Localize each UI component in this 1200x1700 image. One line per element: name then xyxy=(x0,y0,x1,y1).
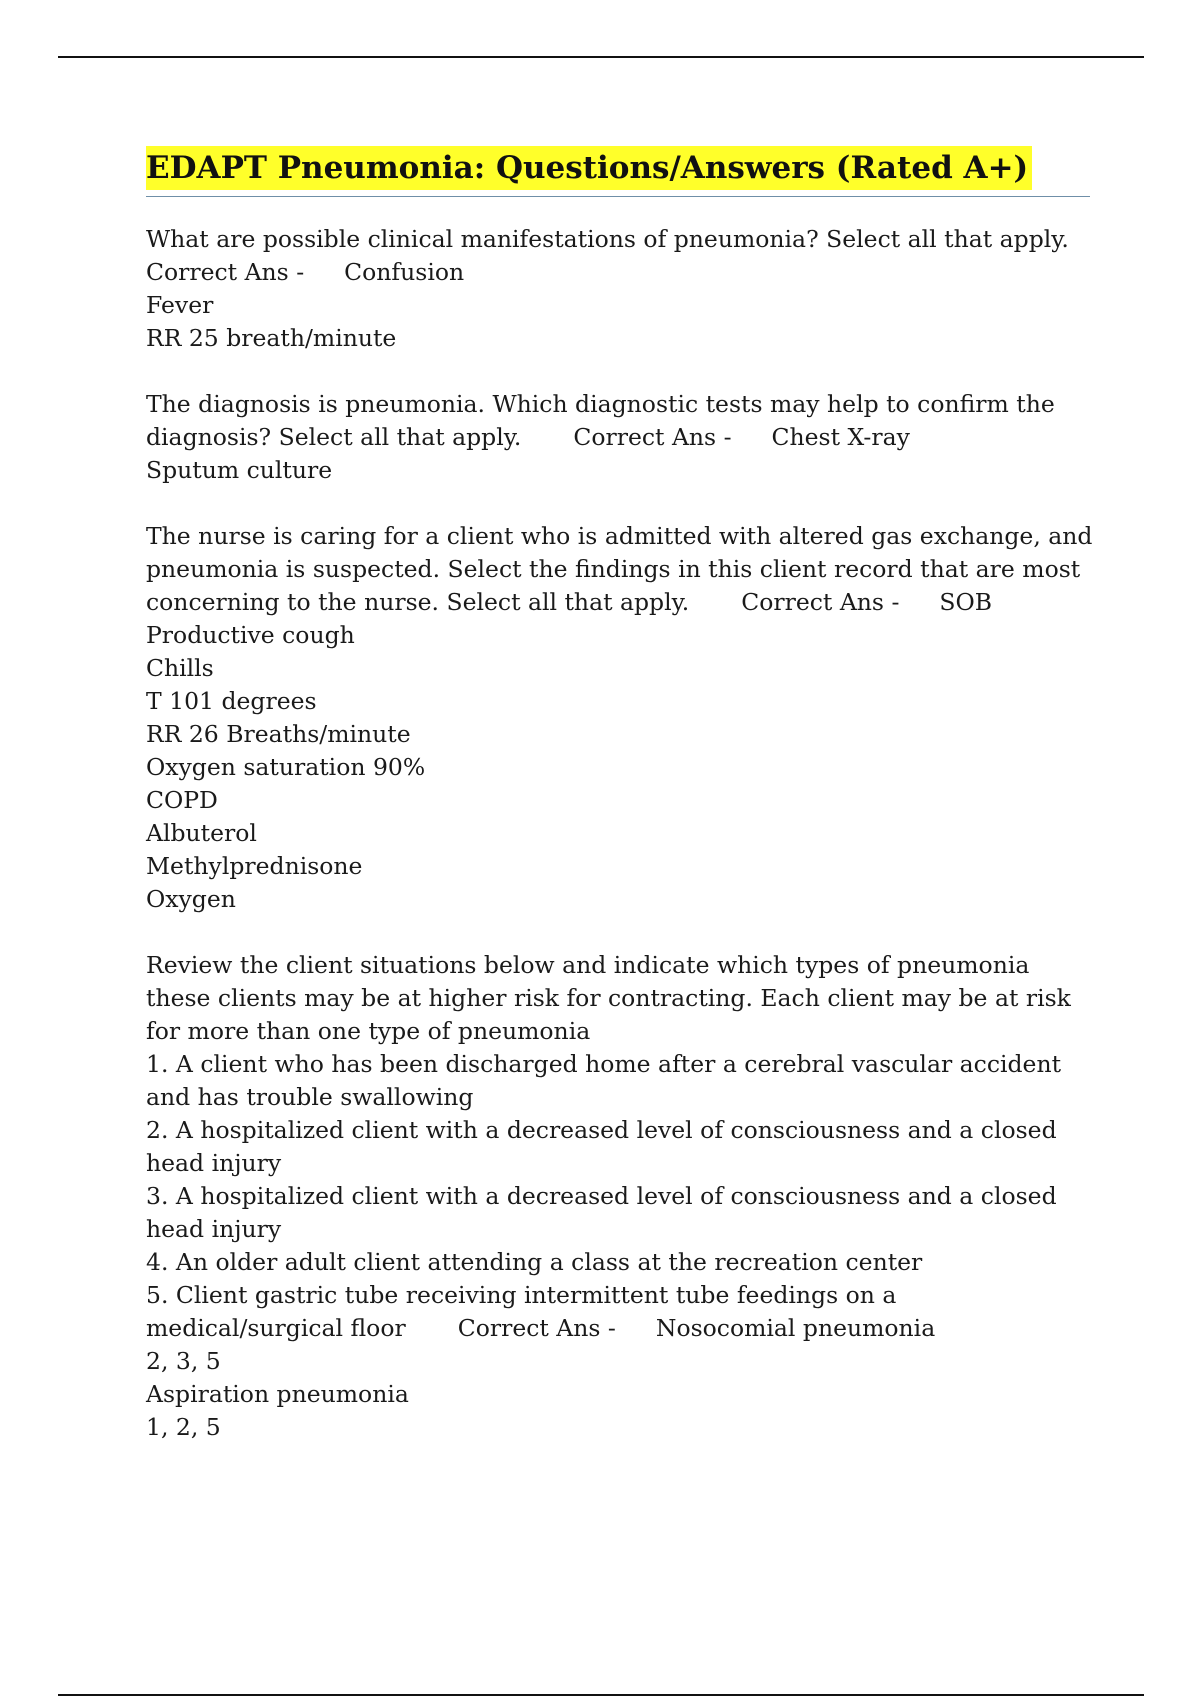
question-text: pneumonia is suspected. Select the findings in this client record that are most xyxy=(146,555,1081,583)
answer-item: 2, 3, 5 xyxy=(146,1347,221,1375)
question-text: Review the client situations below and indicate which types of pneumonia xyxy=(146,951,1030,979)
question-answer-line xyxy=(146,586,1090,619)
question-answer-line xyxy=(146,421,1090,454)
answer-text: Confusion xyxy=(344,258,465,286)
qa-block-3 xyxy=(146,520,1093,916)
question-text: head injury xyxy=(146,1149,282,1177)
question-text: The nurse is caring for a client who is admitted with altered gas exchange, and xyxy=(146,522,1093,550)
answer-item: Oxygen saturation 90% xyxy=(146,753,426,781)
answer-item: COPD xyxy=(146,786,218,814)
answer-prefix: Correct Ans - xyxy=(573,423,732,451)
answer-prefix: Correct Ans - xyxy=(741,588,900,616)
document-title: EDAPT Pneumonia: Questions/Answers (Rated A+) xyxy=(146,146,1032,190)
question-text: medical/surgical floor xyxy=(146,1314,406,1342)
qa-block-2 xyxy=(146,388,1090,487)
answer-item: RR 25 breath/minute xyxy=(146,324,397,352)
question-text: The diagnosis is pneumonia. Which diagnostic tests may help to confirm the xyxy=(146,390,1055,418)
question-text: 5. Client gastric tube receiving intermittent tube feedings on a xyxy=(146,1281,897,1309)
qa-block-4 xyxy=(146,949,1090,1444)
answer-item: Albuterol xyxy=(146,819,257,847)
answer-item: Chills xyxy=(146,654,214,682)
question-text: 1. A client who has been discharged home after a cerebral vascular accident xyxy=(146,1050,1062,1078)
answer-text: Nosocomial pneumonia xyxy=(655,1314,936,1342)
answer-item: Productive cough xyxy=(146,621,355,649)
question-text: diagnosis? Select all that apply. xyxy=(146,423,522,451)
question-text: What are possible clinical manifestations of pneumonia? Select all that apply. xyxy=(146,225,1069,253)
answer-item: Methylprednisone xyxy=(146,852,363,880)
question-text: these clients may be at higher risk for contracting. Each client may be at risk xyxy=(146,984,1071,1012)
question-text: 2. A hospitalized client with a decreased level of consciousness and a closed xyxy=(146,1116,1057,1144)
answer-item: Fever xyxy=(146,291,214,319)
question-answer-line xyxy=(146,1312,1090,1345)
answer-text: SOB xyxy=(939,588,993,616)
question-text: 3. A hospitalized client with a decreased level of consciousness and a closed xyxy=(146,1182,1057,1210)
answer-item: Sputum culture xyxy=(146,456,333,484)
answer-item: Aspiration pneumonia xyxy=(146,1380,409,1408)
document-body xyxy=(146,146,1093,1477)
question-text: concerning to the nurse. Select all that apply. xyxy=(146,588,690,616)
answer-prefix: Correct Ans - xyxy=(457,1314,616,1342)
answer-line xyxy=(146,256,1090,289)
question-text: head injury xyxy=(146,1215,282,1243)
footer-rule xyxy=(58,1694,1144,1696)
answer-item: T 101 degrees xyxy=(146,687,317,715)
qa-block-1 xyxy=(146,223,1090,355)
answer-prefix: Correct Ans - xyxy=(146,258,305,286)
question-text: and has trouble swallowing xyxy=(146,1083,474,1111)
title-underline xyxy=(146,146,1090,197)
answer-item: 1, 2, 5 xyxy=(146,1413,221,1441)
answer-item: RR 26 Breaths/minute xyxy=(146,720,411,748)
question-text: 4. An older adult client attending a class at the recreation center xyxy=(146,1248,923,1276)
answer-text: Chest X-ray xyxy=(771,423,910,451)
header-rule xyxy=(58,56,1144,58)
answer-item: Oxygen xyxy=(146,885,236,913)
question-text: for more than one type of pneumonia xyxy=(146,1017,591,1045)
